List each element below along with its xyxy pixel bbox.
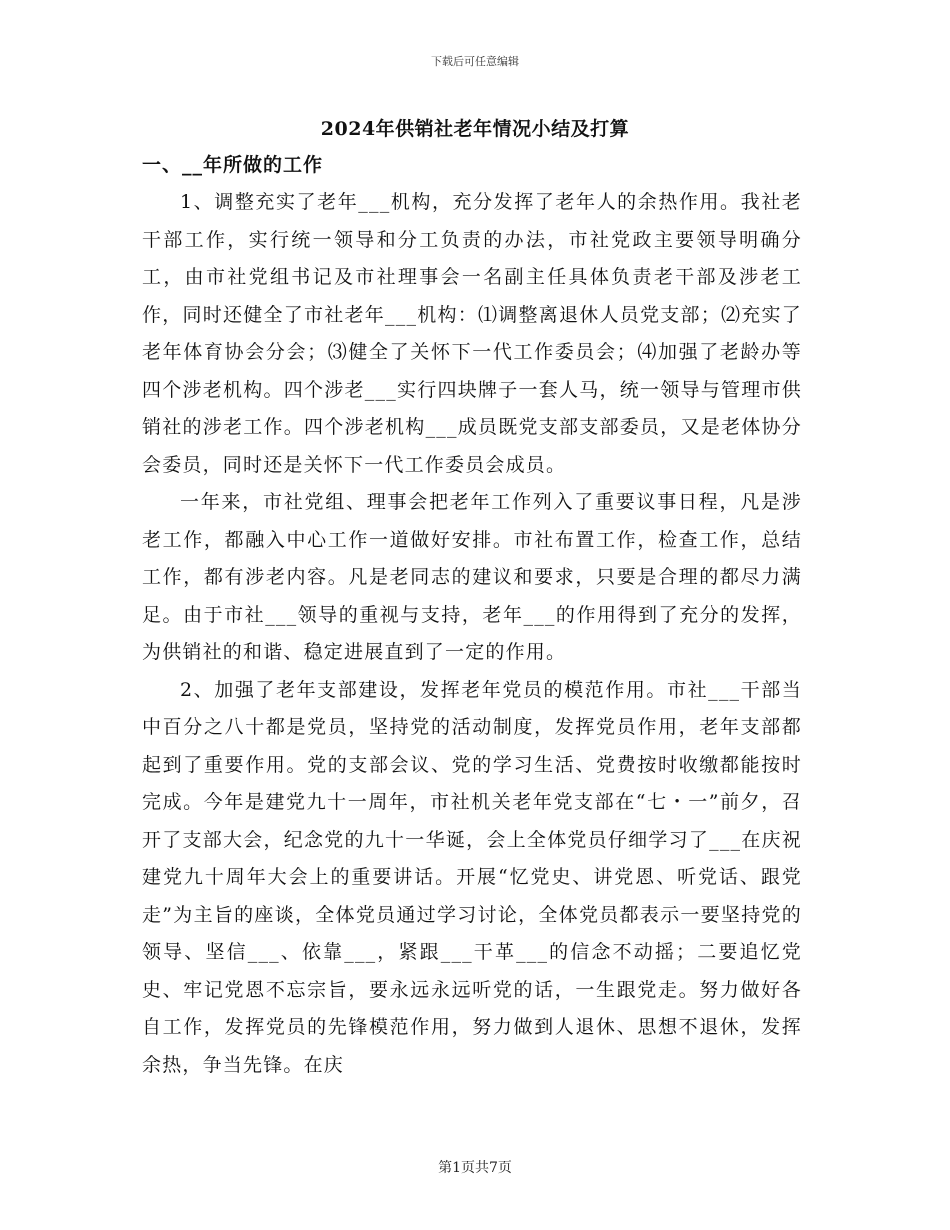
section-heading: 一、__年所做的工作 — [142, 154, 324, 176]
paragraph-1: 1、调整充实了老年___机构，充分发挥了老年人的余热作用。我社老干部工作，实行统一领导和分工负责的办法，市社党政主要领导明确分工，由市社党组书记及市社理事会一名副主任具体负责老干部及涉老工作，同时还健全了市社老年___机构：⑴调整离退休人员党支部；⑵充实了老年体育协会分会；⑶健全了关怀下一代工作委员会；⑷加强了老龄办等四个涉老机构。四个涉老___实行四块牌子一套人马，统一领导与管理市供销社的涉老工作。四个涉老机构___成员既党支部支部委员，又是老体协分会委员，同时还是关怀下一代工作委员会成员。 — [142, 191, 802, 476]
paragraph-2: 一年来，市社党组、理事会把老年工作列入了重要议事日程，凡是涉老工作，都融入中心工作一道做好安排。市社布置工作，检查工作，总结工作，都有涉老内容。凡是老同志的建议和要求，只要是合理的都尽力满足。由于市社___领导的重视与支持，老年___的作用得到了充分的发挥，为供销社的和谐、稳定进展直到了一定的作用。 — [142, 491, 802, 663]
document-title: 2024年供销社老年情况小结及打算 — [320, 118, 630, 140]
page-number-footer: 第1页共7页 — [438, 1160, 512, 1176]
paragraph-3: 2、加强了老年支部建设，发挥老年党员的模范作用。市社___干部当中百分之八十都是党员，坚持党的活动制度，发挥党员作用，老年支部都起到了重要作用。党的支部会议、党的学习生活、党费按时收缴都能按时完成。今年是建党九十一周年，市社机关老年党支部在“七・一”前夕，召开了支部大会，纪念党的九十一华诞，会上全体党员仔细学习了___在庆祝建党九十周年大会上的重要讲话。开展“忆党史、讲党恩、听党话、跟党走”为主旨的座谈，全体党员通过学习讨论，全体党员都表示一要坚持党的领导、坚信___、依靠___，紧跟___干革___的信念不动摇；二要追忆党史、牢记党恩不忘宗旨，要永远永远听党的话，一生跟党走。努力做好各自工作，发挥党员的先锋模范作用，努力做到人退休、思想不退休，发挥余热，争当先锋。在庆 — [142, 678, 802, 1076]
page-header-note: 下载后可任意编辑 — [431, 55, 519, 68]
document-body — [142, 184, 802, 1084]
